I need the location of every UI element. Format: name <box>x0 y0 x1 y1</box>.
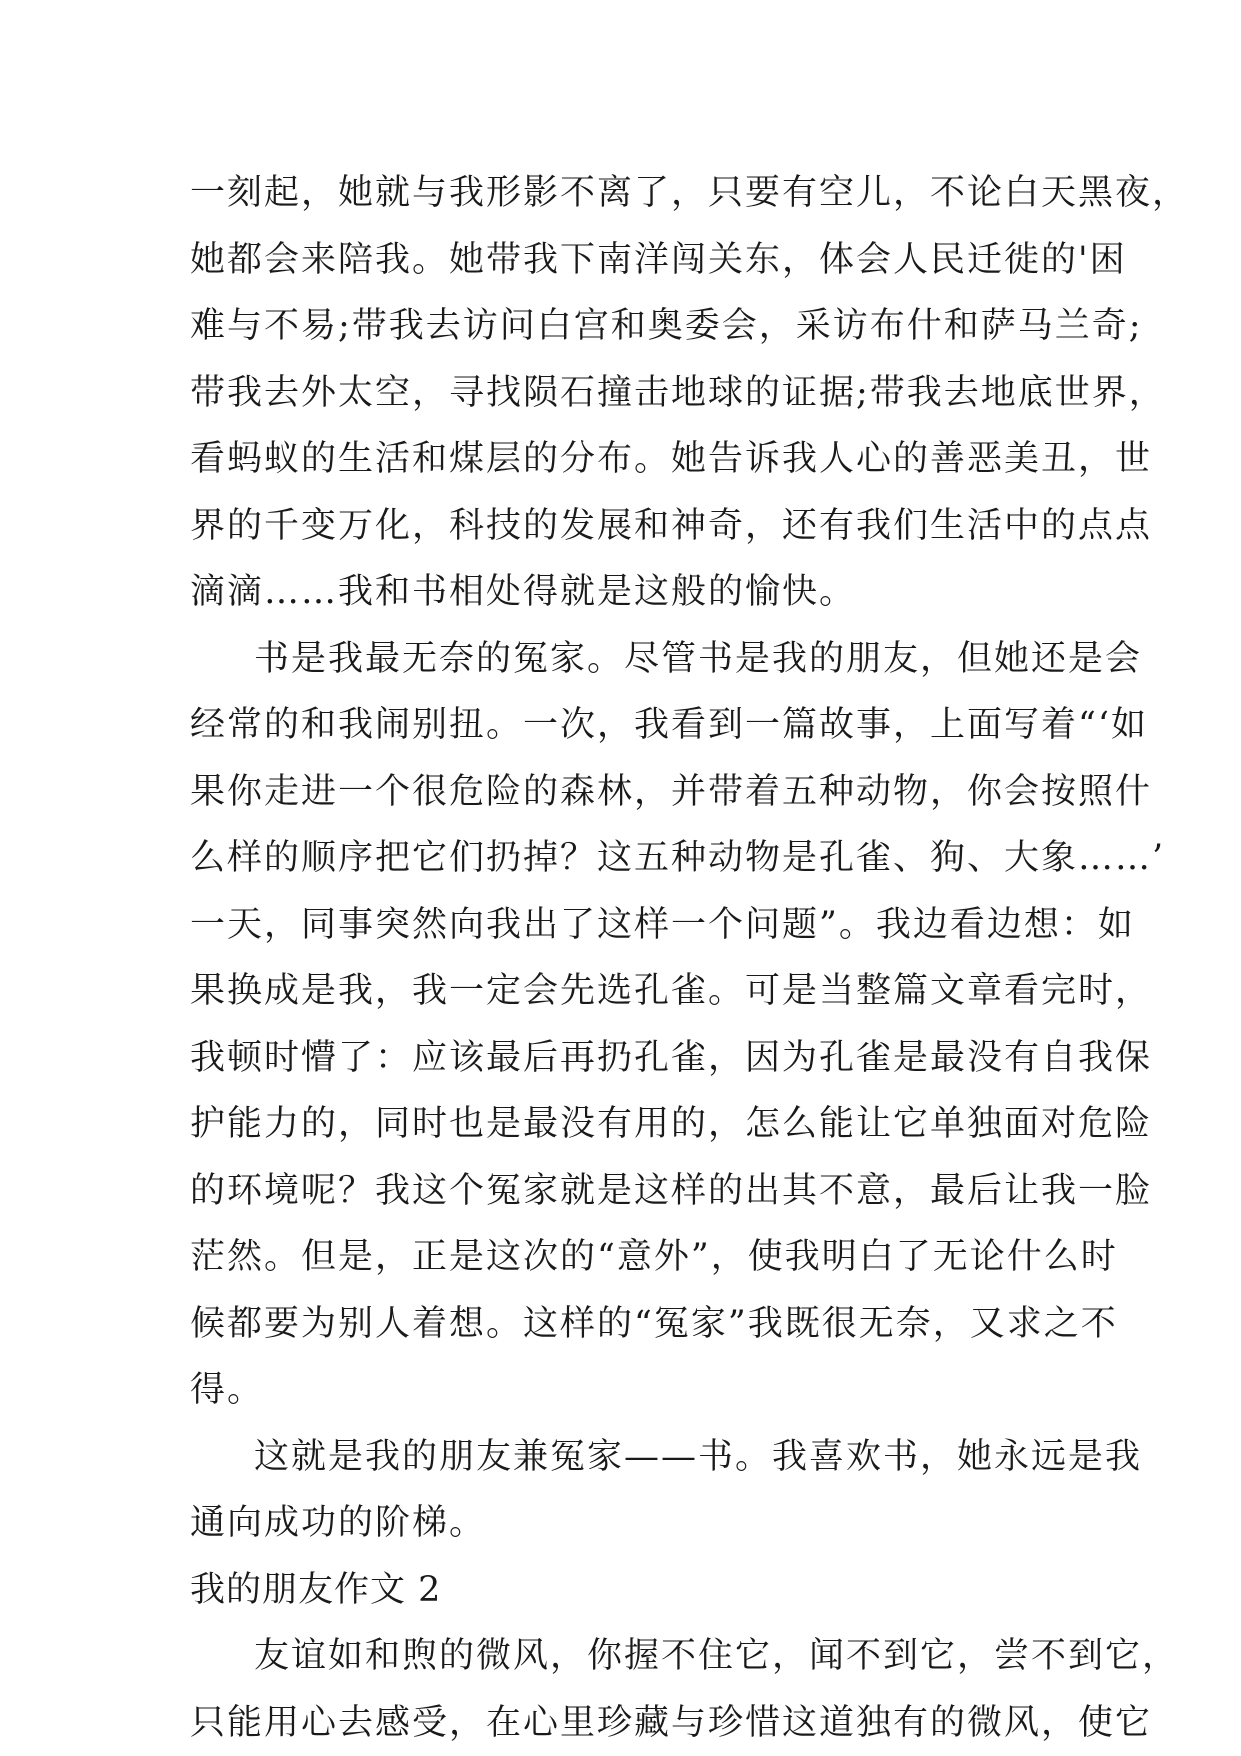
essay-body <box>190 160 1070 1756</box>
text-line: 果你走进一个很危险的森林，并带着五种动物，你会按照什 <box>190 759 1070 826</box>
text-line: 我顿时懵了：应该最后再扔孔雀，因为孔雀是最没有自我保 <box>190 1025 1070 1092</box>
text-line: 候都要为别人着想。这样的“冤家”我既很无奈，又求之不 <box>190 1291 1070 1358</box>
text-line: 果换成是我，我一定会先选孔雀。可是当整篇文章看完时， <box>190 958 1070 1025</box>
text-line: 通向成功的阶梯。 <box>190 1490 1070 1557</box>
paragraph-start-line: 友谊如和煦的微风，你握不住它，闻不到它，尝不到它， <box>190 1623 1070 1690</box>
text-line: 么样的顺序把它们扔掉？这五种动物是孔雀、狗、大象……’ <box>190 825 1070 892</box>
text-line: 经常的和我闹别扭。一次，我看到一篇故事，上面写着“‘如 <box>190 692 1070 759</box>
text-line: 带我去外太空，寻找陨石撞击地球的证据;带我去地底世界， <box>190 360 1070 427</box>
text-line: 茫然。但是，正是这次的“意外”，使我明白了无论什么时 <box>190 1224 1070 1291</box>
text-line: 她都会来陪我。她带我下南洋闯关东，体会人民迁徙的'困 <box>190 227 1070 294</box>
text-line: 只能用心去感受，在心里珍藏与珍惜这道独有的微风，使它 <box>190 1690 1070 1756</box>
paragraph-start-line: 书是我最无奈的冤家。尽管书是我的朋友，但她还是会 <box>190 626 1070 693</box>
text-line: 滴滴……我和书相处得就是这般的愉快。 <box>190 559 1070 626</box>
text-line: 界的千变万化，科技的发展和神奇，还有我们生活中的点点 <box>190 493 1070 560</box>
text-line: 护能力的，同时也是最没有用的，怎么能让它单独面对危险 <box>190 1091 1070 1158</box>
text-line: 一天，同事突然向我出了这样一个问题”。我边看边想：如 <box>190 892 1070 959</box>
text-line: 看蚂蚁的生活和煤层的分布。她告诉我人心的善恶美丑，世 <box>190 426 1070 493</box>
section-heading: 我的朋友作文 2 <box>190 1557 1070 1624</box>
text-line: 的环境呢？我这个冤家就是这样的出其不意，最后让我一脸 <box>190 1158 1070 1225</box>
text-line: 一刻起，她就与我形影不离了，只要有空儿，不论白天黑夜， <box>190 160 1070 227</box>
paragraph-start-line: 这就是我的朋友兼冤家——书。我喜欢书，她永远是我 <box>190 1424 1070 1491</box>
text-line: 得。 <box>190 1357 1070 1424</box>
text-line: 难与不易;带我去访问白宫和奥委会，采访布什和萨马兰奇; <box>190 293 1070 360</box>
